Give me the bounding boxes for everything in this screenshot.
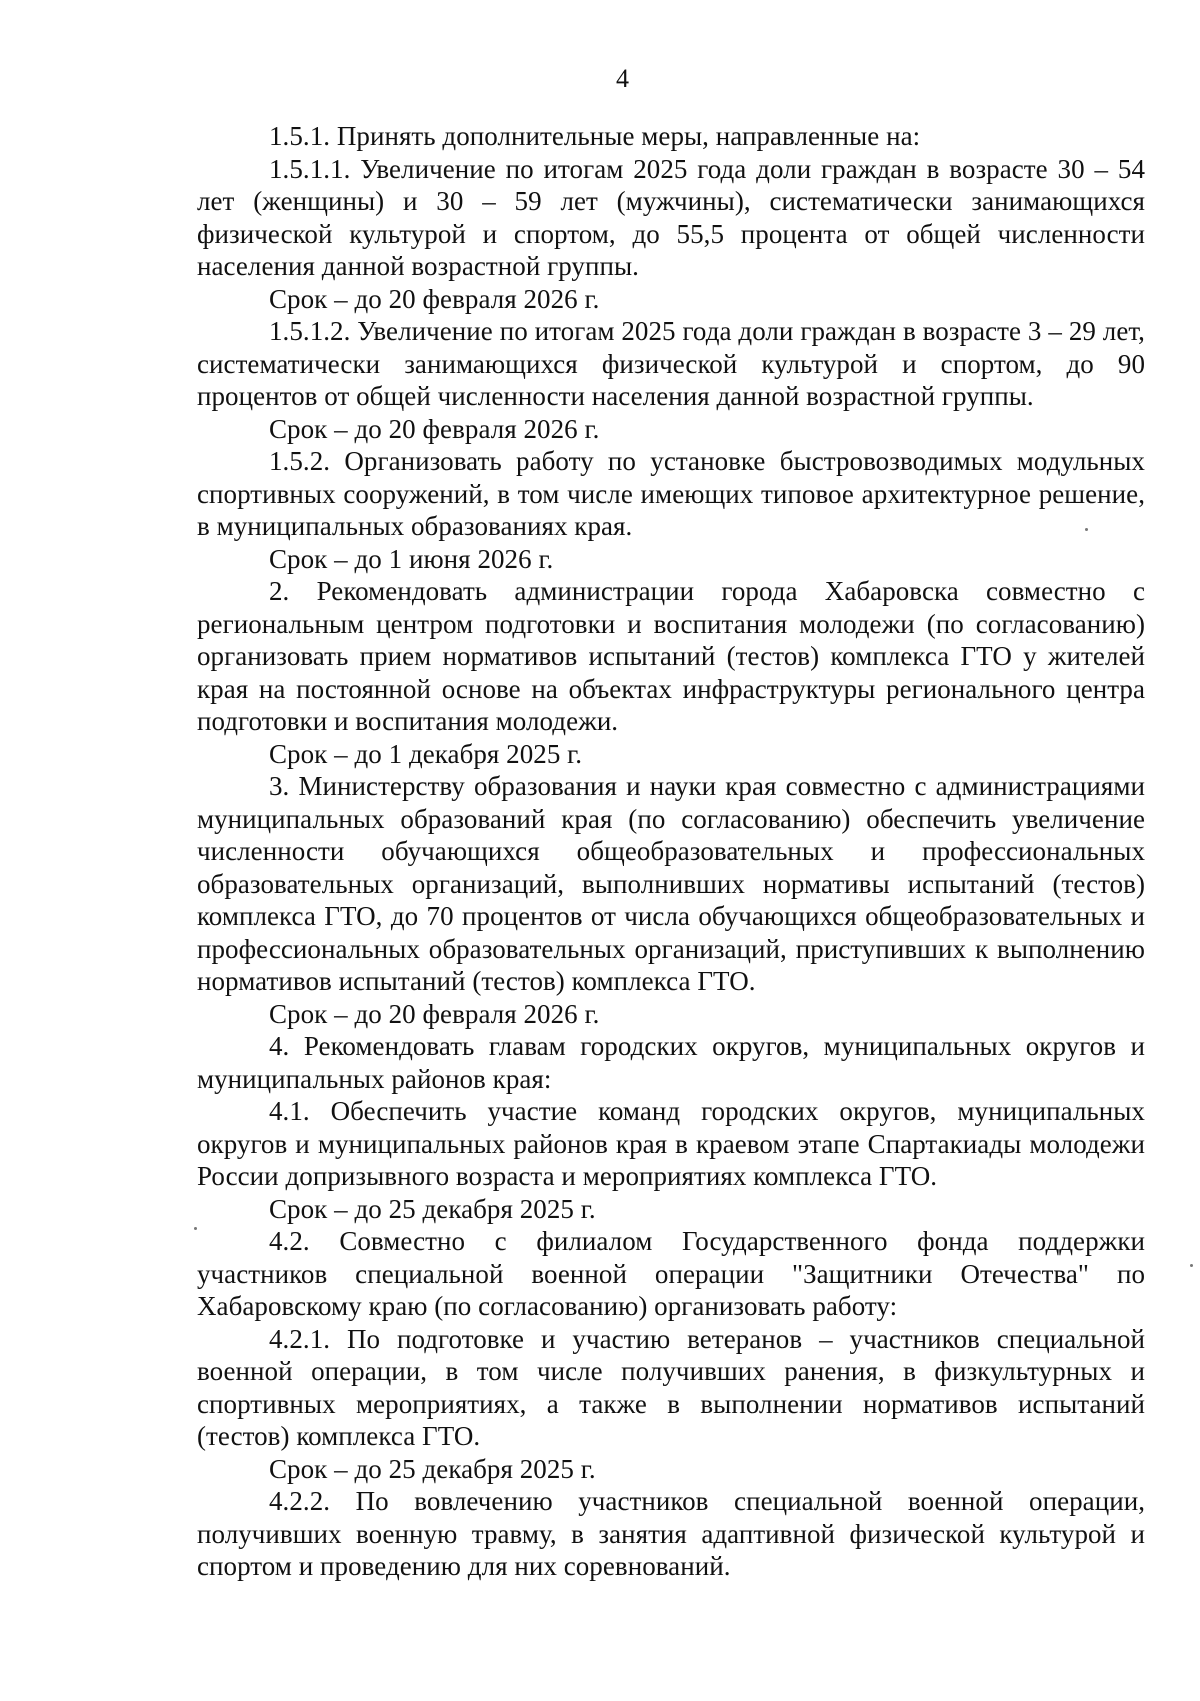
paragraph-4-2: 4.2. Совместно с филиалом Государственного фонда поддержки участников специальной военной операции "Защитники Отечества" по Хабаровскому краю (по согласованию) организовать работу: [197, 1226, 1145, 1321]
paragraph-1-5-1: 1.5.1. Принять дополнительные меры, направленные на: [269, 121, 921, 151]
deadline: Срок – до 20 февраля 2026 г. [269, 998, 600, 1029]
deadline: Срок – до 1 декабря 2025 г. [269, 738, 583, 769]
paragraph-1-5-1-2: 1.5.1.2. Увеличение по итогам 2025 года доли граждан в возрасте 3 – 29 лет, систематически занимающихся физической культурой и спортом, до 90 процентов от общей численности населения данной возрастной группы. [197, 316, 1145, 411]
scan-speck [194, 1227, 197, 1230]
deadline: Срок – до 1 июня 2026 г. [269, 543, 554, 574]
paragraph-1-5-1-1: 1.5.1.1. Увеличение по итогам 2025 года доли граждан в возрасте 30 – 54 лет (женщины) и 30 – 59 лет (мужчины), систематически занимающихся физической культурой и спортом, до 55,5 процента от общей численности населения данной возрастной группы. [197, 153, 1145, 281]
deadline: Срок – до 25 декабря 2025 г. [269, 1453, 596, 1484]
paragraph-2: 2. Рекомендовать администрации города Хабаровска совместно с региональным центром подготовки и воспитания молодежи (по согласованию) организовать прием нормативов испытаний (тестов) комплекса ГТО у жителей края на постоянной основе на объектах инфраструктуры регионального центра подготовки и воспитания молодежи. [197, 576, 1145, 736]
paragraph-3: 3. Министерству образования и науки края совместно с администрациями муниципальных образований края (по согласованию) обеспечить увеличение численности обучающихся общеобразовательных и профессиональных образовательных организаций, выполнивших нормативы испытаний (тестов) комплекса ГТО, до 70 процентов от числа обучающихся общеобразовательных и профессиональных образовательных организаций, приступивших к выполнению нормативов испытаний (тестов) комплекса ГТО. [197, 771, 1145, 996]
paragraph-4-1: 4.1. Обеспечить участие команд городских округов, муниципальных округов и муниципальных районов края в краевом этапе Спартакиады молодежи России допризывного возраста и мероприятиях комплекса ГТО. [197, 1096, 1145, 1191]
deadline: Срок – до 20 февраля 2026 г. [269, 283, 600, 314]
paragraph-4-2-2: 4.2.2. По вовлечению участников специальной военной операции, получивших военную травму, в занятия адаптивной физической культурой и спортом и проведению для них соревнований. [197, 1486, 1145, 1581]
deadline: Срок – до 25 декабря 2025 г. [269, 1193, 596, 1224]
deadline: Срок – до 20 февраля 2026 г. [269, 413, 600, 444]
page-number: 4 [616, 64, 629, 93]
paragraph-1-5-2: 1.5.2. Организовать работу по установке быстровозводимых модульных спортивных сооружений, в том числе имеющих типовое архитектурное решение, в муниципальных образованиях края. [197, 446, 1145, 541]
scan-speck [1085, 528, 1088, 531]
scan-speck [1190, 1264, 1193, 1267]
paragraph-4-2-1: 4.2.1. По подготовке и участию ветеранов – участников специальной военной операции, в том числе получивших ранения, в физкультурных и спортивных мероприятиях, а также в выполнении нормативов испытаний (тестов) комплекса ГТО. [197, 1323, 1145, 1451]
document-body [197, 120, 1145, 1583]
paragraph-4: 4. Рекомендовать главам городских округов, муниципальных округов и муниципальных районов края: [197, 1031, 1145, 1094]
